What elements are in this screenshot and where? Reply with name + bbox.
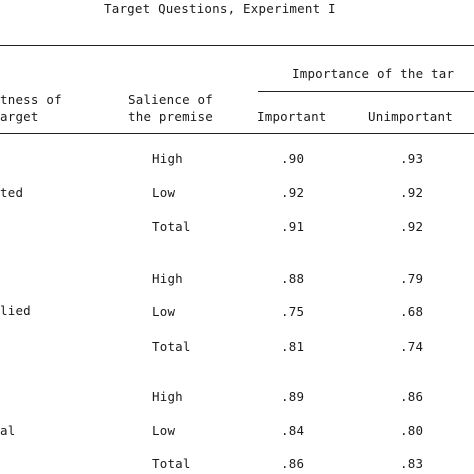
cell-unimportant: .86 <box>400 389 424 404</box>
cell-unimportant: .68 <box>400 304 424 319</box>
cell-important: .89 <box>281 389 305 404</box>
cell-unimportant: .92 <box>400 185 424 200</box>
cell-unimportant: .80 <box>400 423 424 438</box>
row-salience: Low <box>152 304 176 319</box>
row-salience: Total <box>152 339 191 354</box>
table-caption: Target Questions, Experiment I <box>104 1 336 16</box>
cell-important: .84 <box>281 423 305 438</box>
spanning-header-importance: Importance of the tar <box>292 66 455 81</box>
spanning-header-rule <box>258 91 474 92</box>
cell-important: .86 <box>281 456 305 471</box>
row-salience: High <box>152 389 183 404</box>
group-label: lied <box>0 303 31 318</box>
cell-unimportant: .92 <box>400 219 424 234</box>
col-header-salience-line1: Salience of <box>128 92 213 107</box>
cell-important: .75 <box>281 304 305 319</box>
row-salience: Low <box>152 185 176 200</box>
row-salience: High <box>152 271 183 286</box>
col-header-important: Important <box>257 109 327 124</box>
col-header-salience-line2: the premise <box>128 109 213 124</box>
row-salience: Total <box>152 219 191 234</box>
cell-unimportant: .74 <box>400 339 424 354</box>
cell-important: .92 <box>281 185 305 200</box>
cell-important: .90 <box>281 151 305 166</box>
cell-unimportant: .83 <box>400 456 424 471</box>
col-header-correctness-line1: tness of <box>0 92 62 107</box>
group-label: ted <box>0 185 24 200</box>
cell-important: .88 <box>281 271 305 286</box>
header-bottom-rule <box>0 133 474 134</box>
col-header-correctness-line2: arget <box>0 109 39 124</box>
row-salience: High <box>152 151 183 166</box>
top-rule <box>0 45 474 46</box>
row-salience: Low <box>152 423 176 438</box>
cell-important: .81 <box>281 339 305 354</box>
group-label: al <box>0 423 16 438</box>
cell-important: .91 <box>281 219 305 234</box>
cell-unimportant: .79 <box>400 271 424 286</box>
cell-unimportant: .93 <box>400 151 424 166</box>
row-salience: Total <box>152 456 191 471</box>
col-header-unimportant: Unimportant <box>368 109 453 124</box>
